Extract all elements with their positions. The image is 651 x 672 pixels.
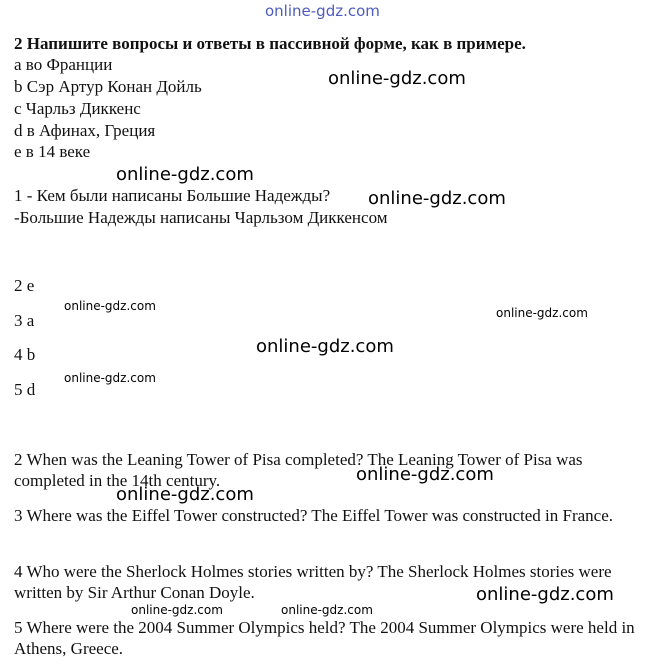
watermark: online-gdz.com (116, 164, 254, 185)
answer-paragraph: 2 When was the Leaning Tower of Pisa completed? The Leaning Tower of Pisa was completed in the 14th century. (14, 450, 583, 490)
watermark: online-gdz.com (368, 188, 506, 209)
watermark-top: online-gdz.com (265, 2, 380, 20)
match-line: 4 b (14, 345, 36, 364)
match-line: 5 d (14, 380, 36, 399)
watermark: online-gdz.com (328, 68, 466, 89)
option-b: b Сэр Артур Конан Дойль (14, 77, 202, 96)
option-a: a во Франции (14, 55, 113, 74)
option-e: e в 14 веке (14, 142, 91, 161)
answer-paragraph: 4 Who were the Sherlock Holmes stories written by? The Sherlock Holmes stories were written by Sir Arthur Conan Doyle. (14, 562, 612, 602)
option-c: c Чарльз Диккенс (14, 99, 141, 118)
watermark: online-gdz.com (496, 306, 588, 320)
watermark: online-gdz.com (256, 336, 394, 357)
watermark: online-gdz.com (356, 464, 494, 485)
exercise-title: 2 Напишите вопросы и ответы в пассивной форме, как в примере. (14, 34, 526, 53)
watermark: online-gdz.com (281, 603, 373, 617)
watermark: online-gdz.com (131, 603, 223, 617)
watermark: online-gdz.com (476, 584, 614, 605)
answer-paragraph: 3 Where was the Eiffel Tower constructed? The Eiffel Tower was constructed in France. (14, 506, 614, 525)
example-question: 1 - Кем были написаны Большие Надежды? (14, 186, 331, 205)
example-answer: -Большие Надежды написаны Чарльзом Диккенсом (14, 208, 388, 227)
match-line: 2 e (14, 276, 35, 295)
answer-paragraph: 5 Where were the 2004 Summer Olympics held? The 2004 Summer Olympics were held in Athens, Greece. (14, 618, 635, 658)
option-d: d в Афинах, Греция (14, 121, 156, 140)
match-line: 3 a (14, 311, 35, 330)
watermark: online-gdz.com (64, 371, 156, 385)
watermark: online-gdz.com (116, 484, 254, 505)
watermark: online-gdz.com (64, 299, 156, 313)
